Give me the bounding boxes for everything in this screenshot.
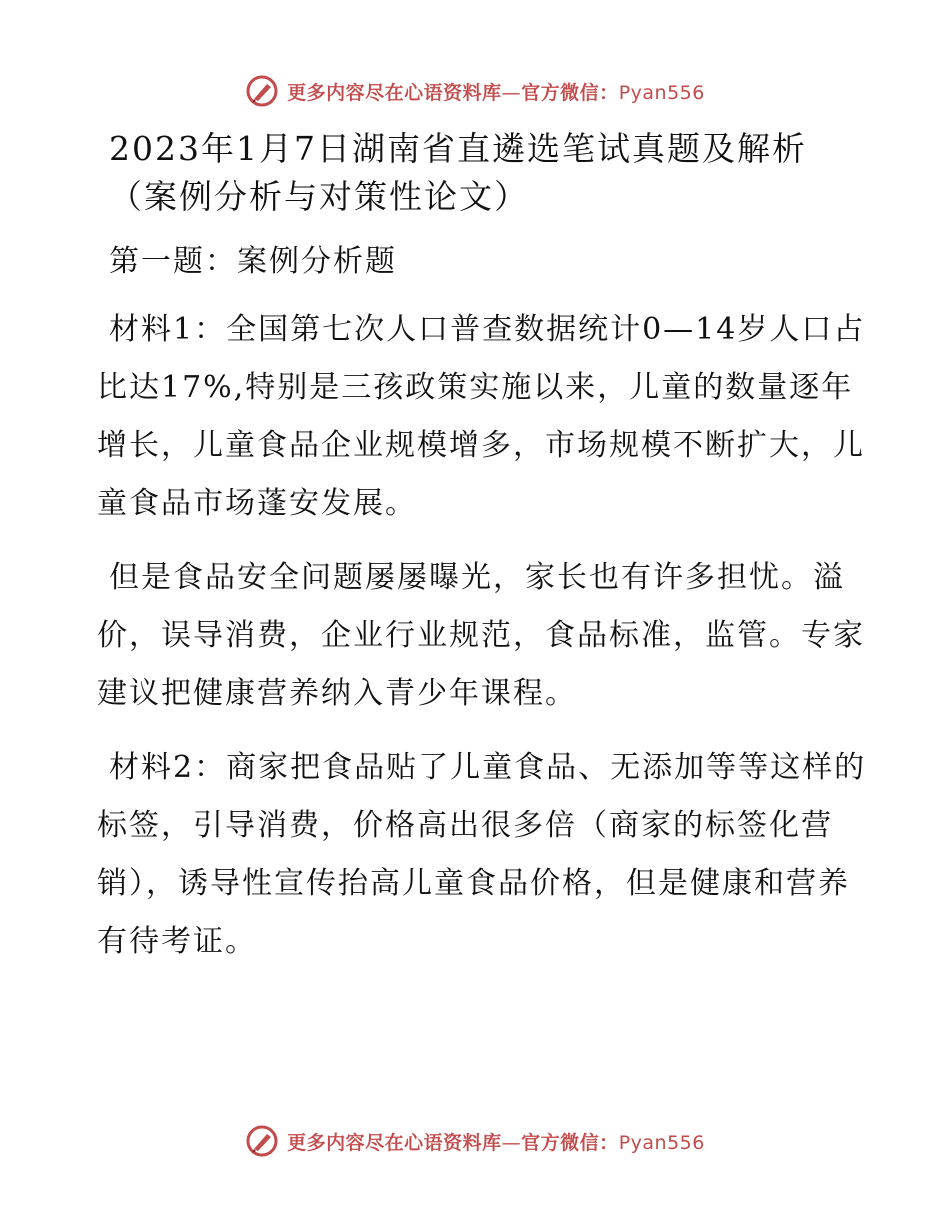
watermark-wechat-label: 官方微信： xyxy=(521,1131,619,1154)
footer-watermark xyxy=(0,1124,950,1158)
section-heading: 第一题：案例分析题 xyxy=(109,244,397,279)
document-subtitle: （案例分析与对策性论文） xyxy=(109,177,529,216)
pen-logo-icon xyxy=(245,1124,279,1158)
header-watermark xyxy=(0,74,950,108)
document-title: 2023年1月7日湖南省直遴选笔试真题及解析 xyxy=(109,129,807,168)
pen-logo-icon xyxy=(245,74,279,108)
watermark-brand: 更多内容尽在心语资料库 xyxy=(287,81,502,104)
watermark-wechat-id: Pyan556 xyxy=(618,81,705,104)
watermark-text xyxy=(287,78,705,105)
watermark-separator: — xyxy=(501,1131,522,1154)
watermark-brand: 更多内容尽在心语资料库 xyxy=(287,1131,502,1154)
watermark-wechat-label: 官方微信： xyxy=(521,81,619,104)
paragraph-material-1: 材料1：全国第七次人口普查数据统计0—14岁人口占比达17%,特别是三孩政策实施以来，儿童的数量逐年增长，儿童食品企业规模增多，市场规模不断扩大，儿童食品市场蓬安发展。 xyxy=(97,312,866,521)
document-body xyxy=(97,125,867,971)
paragraph-material-2: 材料2：商家把食品贴了儿童食品、无添加等等这样的标签，引导消费，价格高出很多倍（商家的标签化营销），诱导性宣传抬高儿童食品价格，但是健康和营养有待考证。 xyxy=(97,750,867,959)
watermark-separator: — xyxy=(501,81,522,104)
watermark-text xyxy=(287,1128,705,1155)
watermark-wechat-id: Pyan556 xyxy=(618,1131,705,1154)
paragraph-concerns: 但是食品安全问题屡屡曝光，家长也有许多担忧。溢价，误导消费，企业行业规范，食品标准，监管。专家建议把健康营养纳入青少年课程。 xyxy=(97,560,865,711)
